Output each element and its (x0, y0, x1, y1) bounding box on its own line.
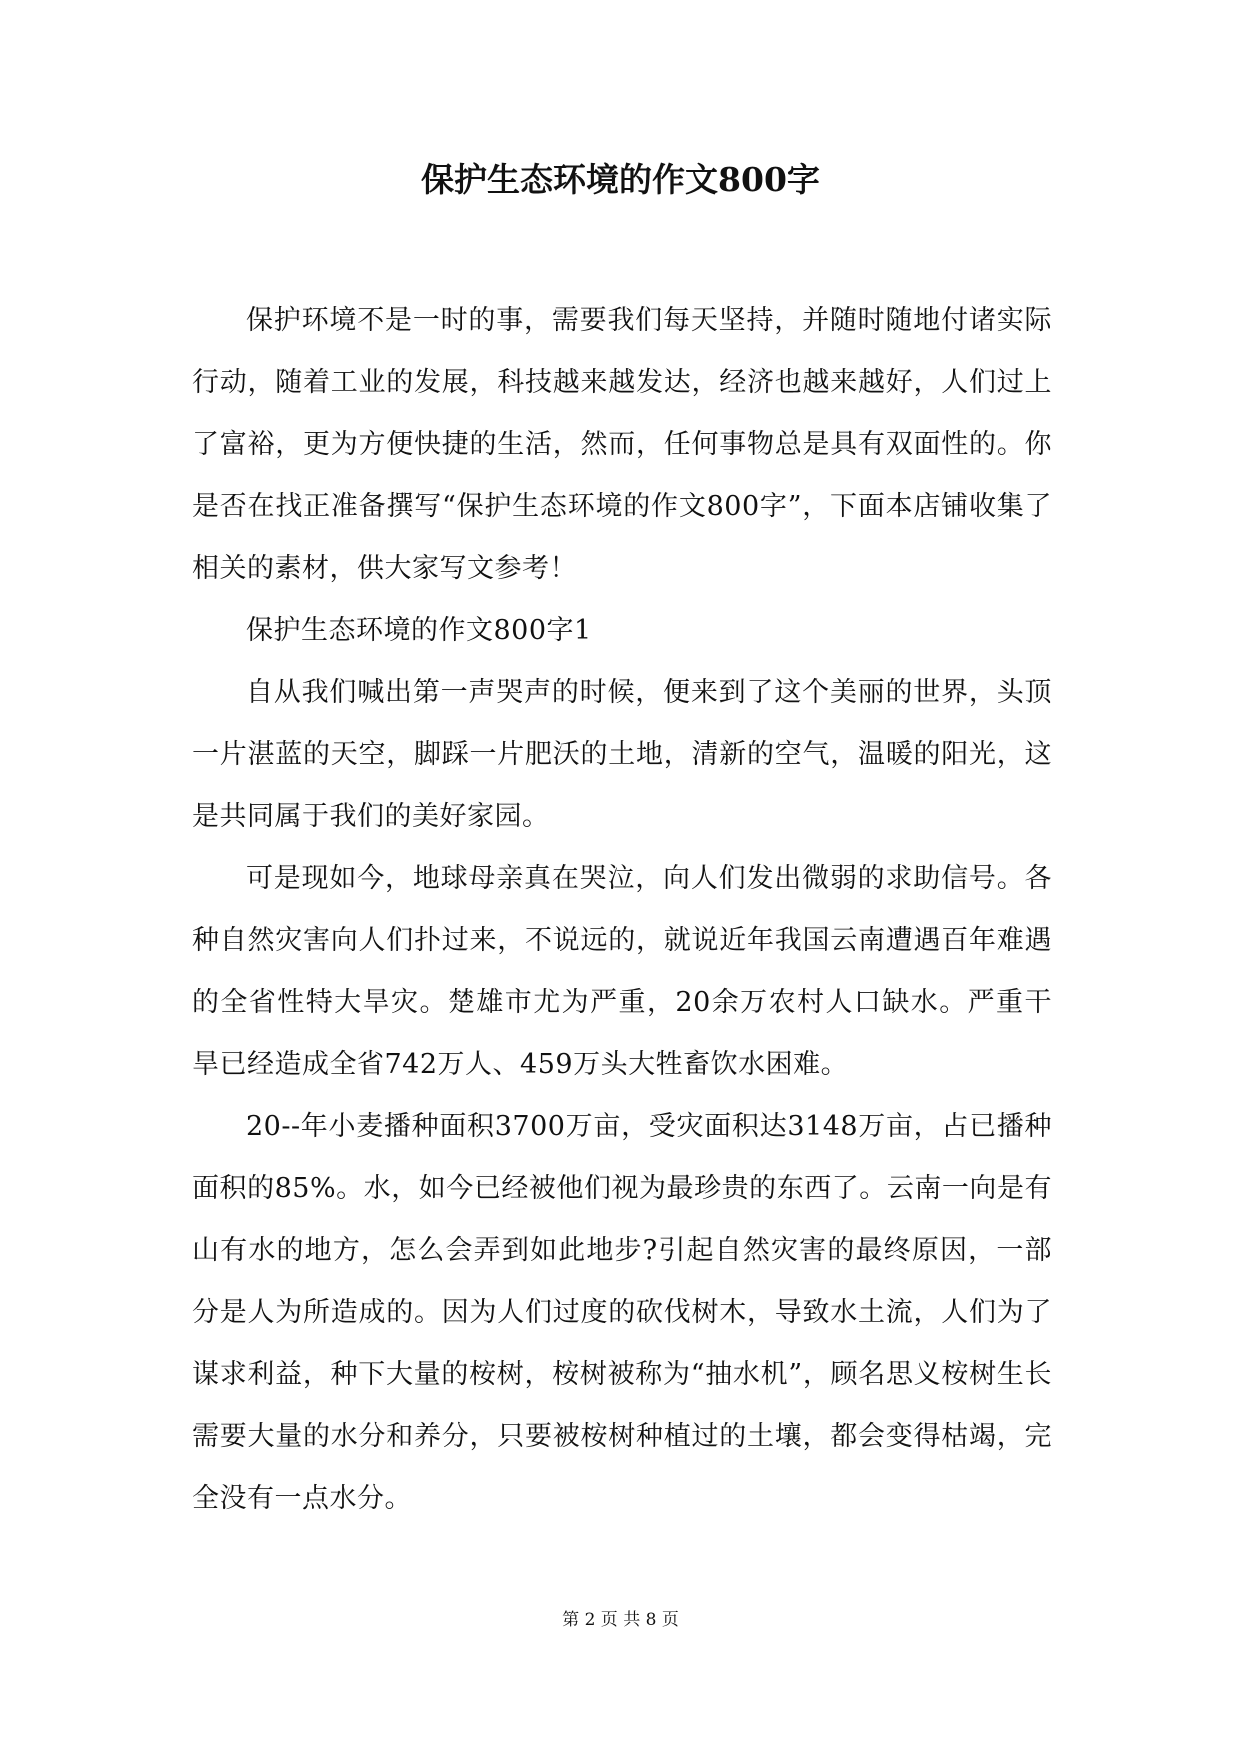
page-number-footer: 第 2 页 共 8 页 (562, 1610, 679, 1630)
document-body (192, 290, 1052, 1530)
paragraph: 自从我们喊出第一声哭声的时候，便来到了这个美丽的世界，头顶一片湛蓝的天空，脚踩一片肥沃的土地，清新的空气，温暖的阳光，这是共同属于我们的美好家园。 (192, 677, 1052, 832)
section-heading: 保护生态环境的作文800字1 (246, 615, 592, 646)
paragraph: 可是现如今，地球母亲真在哭泣，向人们发出微弱的求助信号。各种自然灾害向人们扑过来，不说远的，就说近年我国云南遭遇百年难遇的全省性特大旱灾。楚雄市尤为严重，20余万农村人口缺水。严重干旱已经造成全省742万人、459万头大牲畜饮水困难。 (192, 863, 1052, 1080)
paragraph: 20--年小麦播种面积3700万亩，受灾面积达3148万亩，占已播种面积的85%。水，如今已经被他们视为最珍贵的东西了。云南一向是有山有水的地方，怎么会弄到如此地步?引起自然灾害的最终原因，一部分是人为所造成的。因为人们过度的砍伐树木，导致水土流，人们为了谋求利益，种下大量的桉树，桉树被称为“抽水机”，顾名思义桉树生长需要大量的水分和养分，只要被桉树种植过的土壤，都会变得枯竭，完全没有一点水分。 (192, 1111, 1052, 1514)
document-title: 保护生态环境的作文800字 (421, 160, 820, 199)
paragraph-intro: 保护环境不是一时的事，需要我们每天坚持，并随时随地付诸实际行动，随着工业的发展，科技越来越发达，经济也越来越好，人们过上了富裕，更为方便快捷的生活，然而，任何事物总是具有双面性的。你是否在找正准备撰写“保护生态环境的作文800字”，下面本店铺收集了相关的素材，供大家写文参考！ (192, 305, 1052, 584)
